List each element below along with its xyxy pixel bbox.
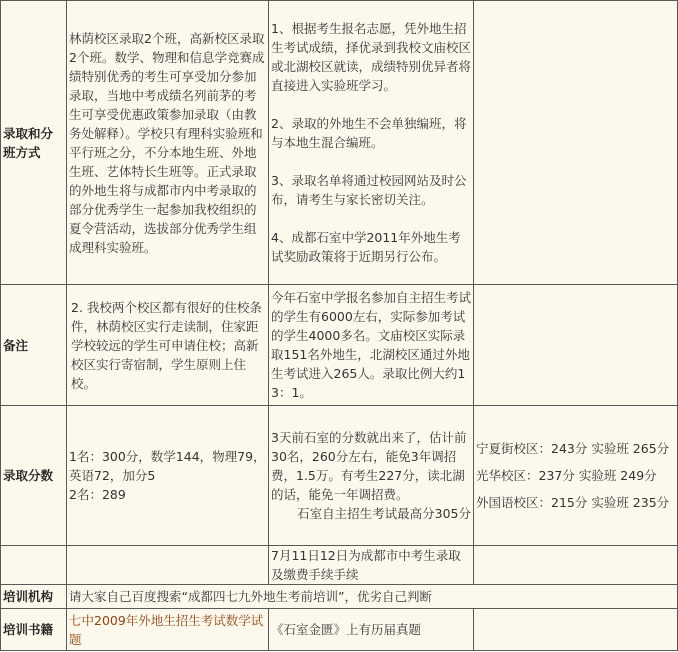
- campus-scores-cell: [474, 406, 678, 546]
- admission-method-row: [1, 1, 678, 285]
- schedule-row: [1, 546, 678, 585]
- top-score-2: 2名：289: [69, 487, 126, 502]
- training-org-cell: [67, 585, 678, 609]
- campus-score-2: 光华校区：237分 实验班 249分: [476, 468, 657, 483]
- shishi-highest-score: 石室自主招生考试最高分305分: [297, 506, 471, 521]
- admission-note-2: 2、录取的外地生不会单独编班，将与本地生混合编班。: [271, 116, 467, 150]
- boarding-cell: [67, 285, 269, 406]
- training-books-label: 培训书籍: [1, 609, 67, 651]
- remarks-row: [1, 285, 678, 406]
- admission-note-1: 1、根据考生报名志愿，凭外地生招生考试成绩，择优录到我校文庙校区或北湖校区就读，成绩特别优异者将直接进入实验班学习。: [271, 21, 472, 93]
- top-score-1: 1名：300分，数学144，物理79，英语72，加分5: [69, 449, 266, 483]
- schedule-cell: [269, 546, 474, 585]
- campus-score-1: 宁夏街校区：243分 实验班 265分: [476, 441, 670, 456]
- books-empty-cell: [474, 609, 678, 651]
- training-books-row: [1, 609, 678, 651]
- schedule-text: 7月11日12日为成都市中考生录取及缴费手续手续: [271, 548, 461, 582]
- training-org-label: 培训机构: [1, 585, 67, 609]
- schedule-empty-label: [1, 546, 67, 585]
- admission-note-3: 3、录取名单将通过校园网站及时公布，请考生与家长密切关注。: [271, 173, 467, 207]
- admission-method-label: 录取和分班方式: [1, 1, 67, 285]
- math-exam-paper-link[interactable]: 七中2009年外地生招生考试数学试题: [69, 612, 264, 647]
- book-text-cell: [269, 609, 474, 651]
- remarks-label: 备注: [1, 285, 67, 406]
- admission-policy-text: 林荫校区录取2个班，高新校区录取2个班。数学、物理和信息学竞赛成绩特别优秀的考生可享受加分参加录取，当地中考成绩名列前茅的考生可享受优惠政策参加录取（由教务处解释）。学校只有理科实验班和平行班之分，不分本地生班、外地生班、艺体特长生班等。正式录取的外地生将与成都市内中考录取的部分优秀学生一起参加我校组织的夏令营活动，选拔部分优秀学生组成理科实验班。: [69, 30, 265, 255]
- shishi-scores-cell: [269, 406, 474, 546]
- boarding-text: 2. 我校两个校区都有很好的住校条件，林荫校区实行走读制，住家距学校较远的学生可申请住校；高新校区实行寄宿制，学生原则上住校。: [71, 299, 262, 391]
- top-scores-cell: [67, 406, 269, 546]
- remarks-empty-cell: [474, 285, 678, 406]
- training-org-text: 请大家自己百度搜索“成都四七九外地生考前培训”，优劣自己判断: [69, 589, 432, 604]
- admission-empty-cell: [474, 1, 678, 285]
- schedule-empty-cell-2: [474, 546, 678, 585]
- shishi-book-text: 《石室金匮》上有历届真题: [271, 622, 422, 637]
- schedule-empty-cell: [67, 546, 269, 585]
- scores-row: [1, 406, 678, 546]
- book-link-cell: [67, 609, 269, 651]
- admission-policy-cell: [67, 1, 269, 285]
- scores-label: 录取分数: [1, 406, 67, 546]
- shishi-scores-text: 3天前石室的分数就出来了，估计前30名，260分左右，能免3年调招费，1.5万。有考生227分，读北湖的话，能免一年调招费。: [271, 430, 467, 502]
- campus-score-3: 外国语校区：215分 实验班 235分: [476, 495, 670, 510]
- admission-notes-cell: [269, 1, 474, 285]
- admission-note-4: 4、成都石室中学2011年外地生考试奖励政策将于近期另行公布。: [271, 230, 461, 264]
- training-org-row: [1, 585, 678, 609]
- enrollment-stats-cell: [269, 285, 474, 406]
- enrollment-stats-text: 今年石室中学报名参加自主招生考试的学生有6000左右，实际参加考试的学生4000多名。文庙校区实际录取151名外地生，北湖校区通过外地生考试进入265人。录取比例大约13：1。: [271, 290, 472, 400]
